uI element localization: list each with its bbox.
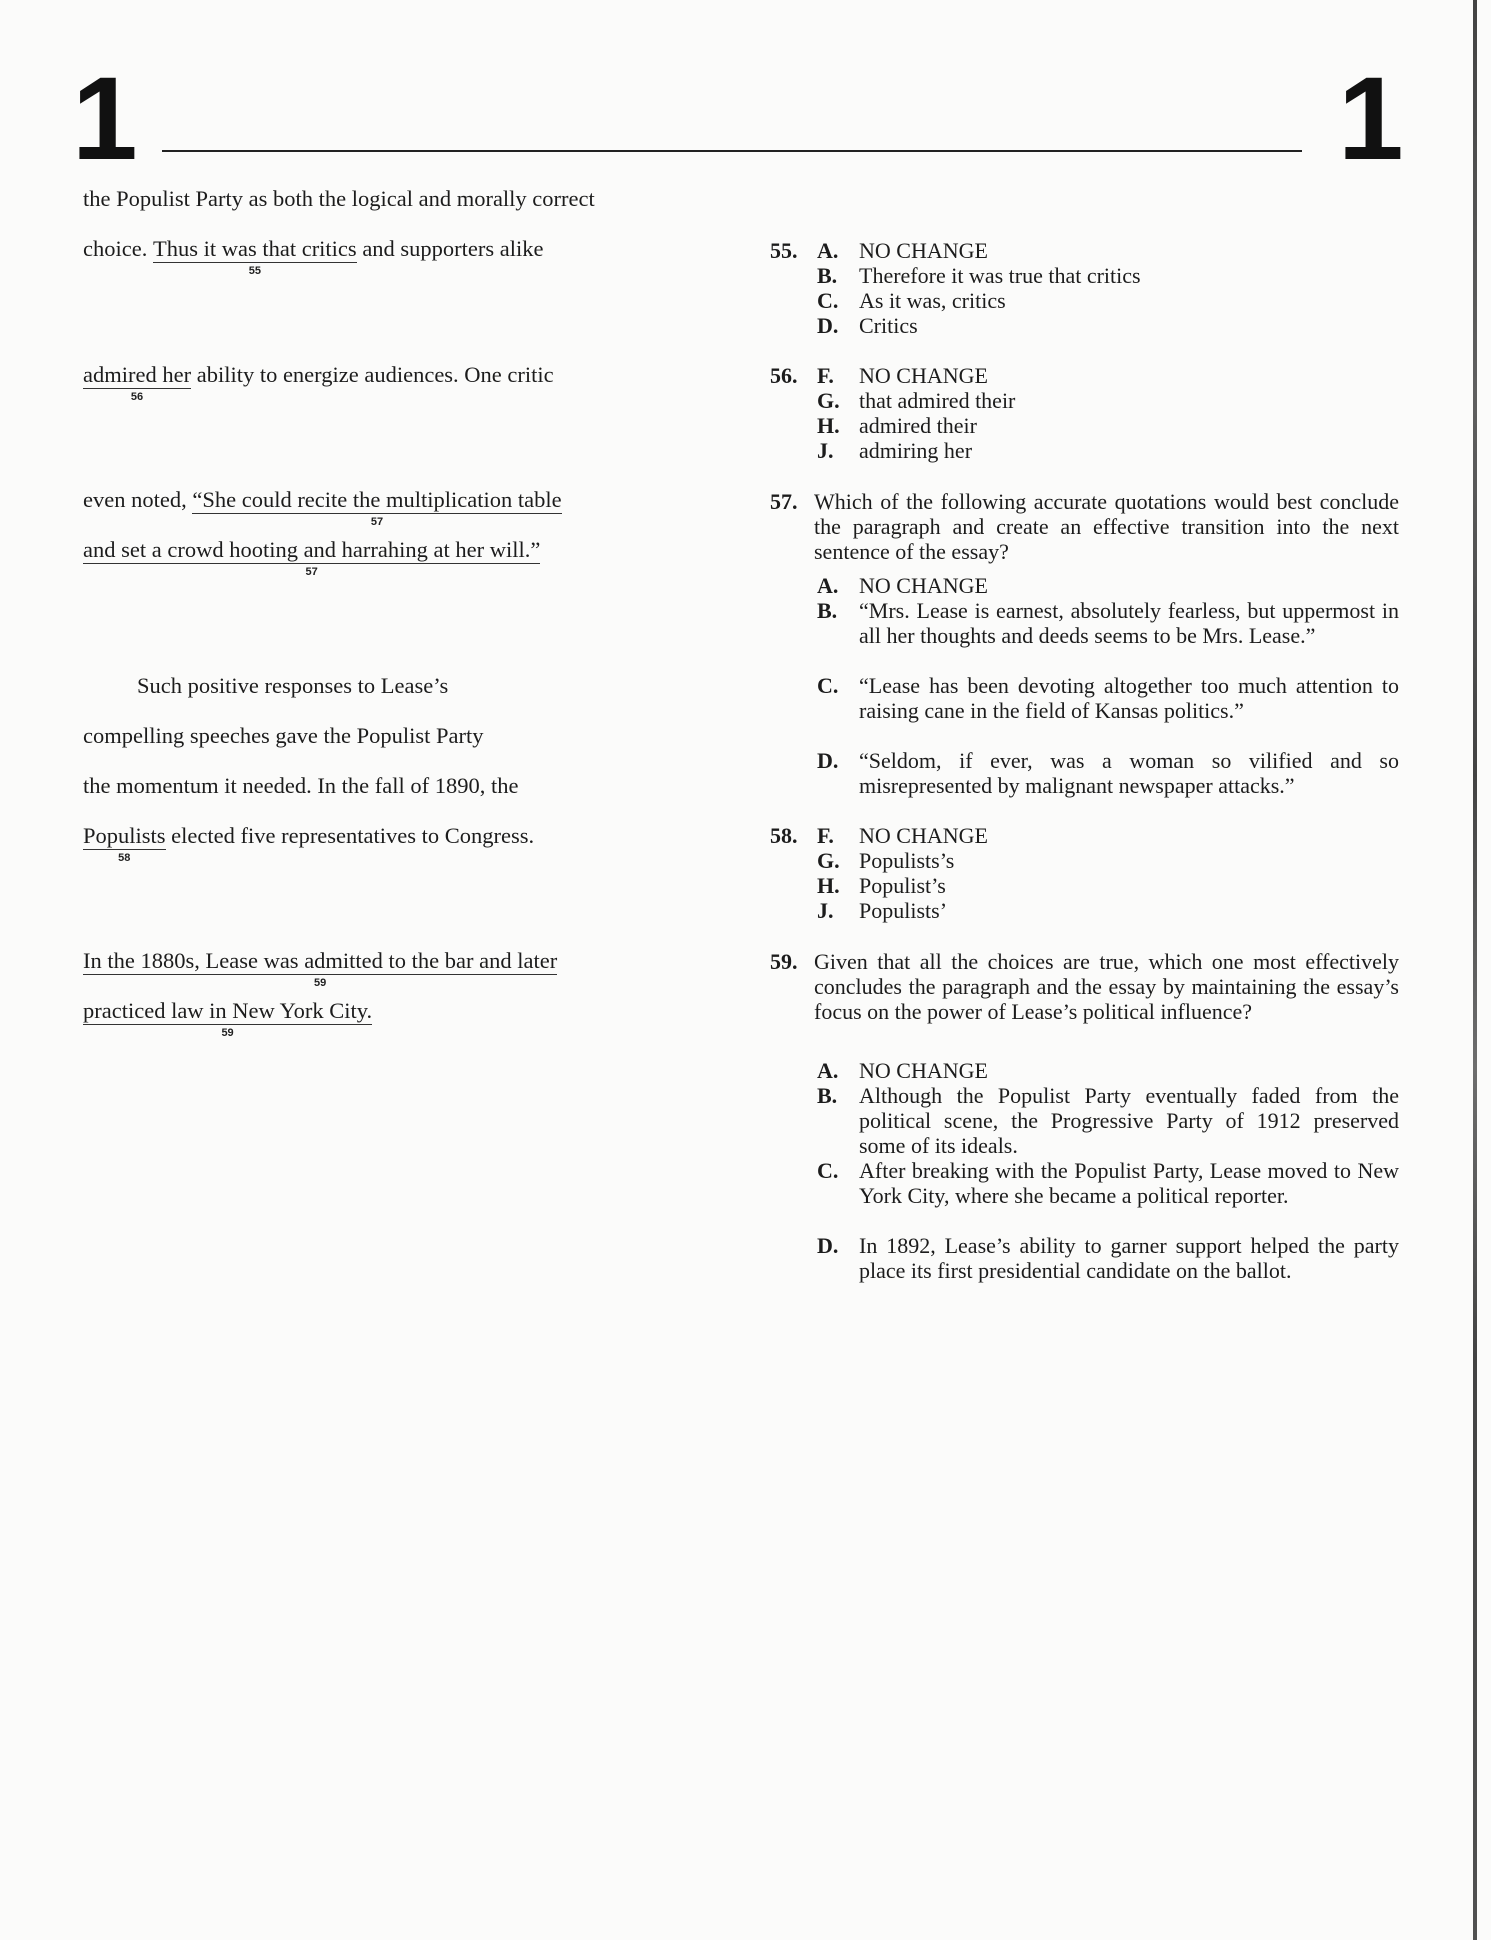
underlined-text: Populists (83, 823, 166, 848)
question-marker-59: 59 (221, 1027, 234, 1039)
option-text[interactable]: “Seldom, if ever, was a woman so vilified and so misrepresented by malignant newspaper attacks.” (859, 748, 1399, 798)
option-text[interactable]: Populists’s (859, 848, 955, 873)
option-letter[interactable]: B. (817, 598, 838, 623)
option-text[interactable]: In 1892, Lease’s ability to garner support helped the party place its first presidential candidate on the ballot. (859, 1233, 1399, 1283)
option-text[interactable]: NO CHANGE (859, 363, 988, 388)
passage-text: elected five representatives to Congress. (165, 823, 535, 848)
underlined-portion-59a[interactable] (83, 948, 558, 989)
option-text[interactable]: admired their (859, 413, 977, 438)
option-letter[interactable]: J. (817, 898, 834, 923)
option-letter[interactable]: A. (817, 573, 839, 598)
option-letter[interactable]: D. (817, 1233, 839, 1258)
option-text[interactable]: Although the Populist Party eventually faded from the political scene, the Progressive Party of 1912 preserved some of its ideals. (859, 1083, 1399, 1158)
option-text[interactable]: Critics (859, 313, 918, 338)
passage-line: compelling speeches gave the Populist Party (83, 723, 484, 748)
option-letter[interactable]: C. (817, 288, 839, 313)
option-letter[interactable]: D. (817, 313, 839, 338)
passage-line (83, 536, 541, 578)
option-text[interactable]: Populist’s (859, 873, 946, 898)
underlined-portion-59b[interactable] (83, 998, 373, 1039)
option-text[interactable]: NO CHANGE (859, 238, 988, 263)
option-letter[interactable]: B. (817, 263, 838, 288)
underlined-portion-57b[interactable] (83, 537, 541, 578)
passage-text: ability to energize audiences. One critic (191, 362, 554, 387)
passage-line (83, 486, 562, 528)
header-rule (162, 150, 1302, 152)
option-letter[interactable]: B. (817, 1083, 838, 1108)
option-text[interactable]: As it was, critics (859, 288, 1006, 313)
passage-line (83, 822, 535, 864)
question-marker-57: 57 (370, 516, 384, 528)
underlined-text: and set a crowd hooting and harrahing at her will.” (83, 537, 541, 562)
underlined-text: In the 1880s, Lease was admitted to the bar and later (83, 948, 558, 973)
question-number: 57. (770, 489, 798, 514)
option-letter[interactable]: A. (817, 238, 839, 263)
underlined-text: “She could recite the multiplication table (192, 487, 562, 512)
question-number: 56. (770, 363, 798, 388)
option-letter[interactable]: F. (817, 823, 834, 848)
passage-line: Such positive responses to Lease’s (137, 673, 449, 698)
passage-text: and supporters alike (356, 236, 544, 261)
question-number: 58. (770, 823, 798, 848)
section-number-right: 1 (1338, 53, 1404, 185)
question-marker-59: 59 (313, 977, 327, 989)
question-marker-57: 57 (305, 566, 318, 578)
question-number: 59. (770, 949, 798, 974)
passage-text: choice. (83, 236, 153, 261)
question-stem: Given that all the choices are true, which one most effectively concludes the paragraph and the essay by maintaining the essay’s focus on the power of Lease’s political influence? (814, 949, 1399, 1024)
option-letter[interactable]: C. (817, 1158, 839, 1183)
question-marker-56: 56 (130, 391, 144, 403)
option-text[interactable]: After breaking with the Populist Party, Lease moved to New York City, where she became a political reporter. (859, 1158, 1399, 1208)
option-text[interactable]: “Mrs. Lease is earnest, absolutely fearless, but uppermost in all her thoughts and deeds seems to be Mrs. Lease.” (859, 598, 1399, 648)
underlined-text: admired her (83, 362, 192, 387)
underlined-text: Thus it was that critics (152, 236, 357, 261)
option-letter[interactable]: C. (817, 673, 839, 698)
question-stem: Which of the following accurate quotations would best conclude the paragraph and create an effective transition into the next sentence of the essay? (814, 489, 1399, 564)
option-text[interactable]: NO CHANGE (859, 1058, 988, 1083)
option-letter[interactable]: F. (817, 363, 834, 388)
option-text[interactable]: “Lease has been devoting altogether too much attention to raising cane in the field of Kansas politics.” (859, 673, 1399, 723)
passage-line: the momentum it needed. In the fall of 1890, the (83, 773, 519, 798)
page-edge-shadow (1473, 0, 1477, 1940)
option-text[interactable]: NO CHANGE (859, 573, 988, 598)
option-letter[interactable]: G. (817, 848, 840, 873)
question-number: 55. (770, 238, 798, 263)
option-text[interactable]: NO CHANGE (859, 823, 988, 848)
option-letter[interactable]: G. (817, 388, 840, 413)
option-text[interactable]: Populists’ (859, 898, 948, 923)
option-text[interactable]: that admired their (859, 388, 1016, 413)
question-marker-58: 58 (118, 852, 131, 864)
passage-text: even noted, (83, 487, 193, 512)
passage-line (83, 997, 373, 1039)
underlined-portion-55[interactable] (152, 236, 357, 277)
section-number-left: 1 (72, 53, 138, 185)
passage-line (83, 947, 558, 989)
passage-line: the Populist Party as both the logical and morally correct (83, 186, 595, 211)
option-letter[interactable]: J. (817, 438, 834, 463)
underlined-text: practiced law in New York City. (83, 998, 373, 1023)
underlined-portion-58[interactable] (83, 823, 166, 864)
option-letter[interactable]: A. (817, 1058, 839, 1083)
option-letter[interactable]: H. (817, 873, 840, 898)
option-text[interactable]: Therefore it was true that critics (859, 263, 1141, 288)
option-letter[interactable]: H. (817, 413, 840, 438)
passage-line (83, 361, 554, 403)
underlined-portion-57a[interactable] (192, 487, 562, 528)
option-letter[interactable]: D. (817, 748, 839, 773)
option-text[interactable]: admiring her (859, 438, 973, 463)
question-marker-55: 55 (248, 265, 261, 277)
passage-line (83, 235, 544, 277)
underlined-portion-56[interactable] (83, 362, 192, 403)
